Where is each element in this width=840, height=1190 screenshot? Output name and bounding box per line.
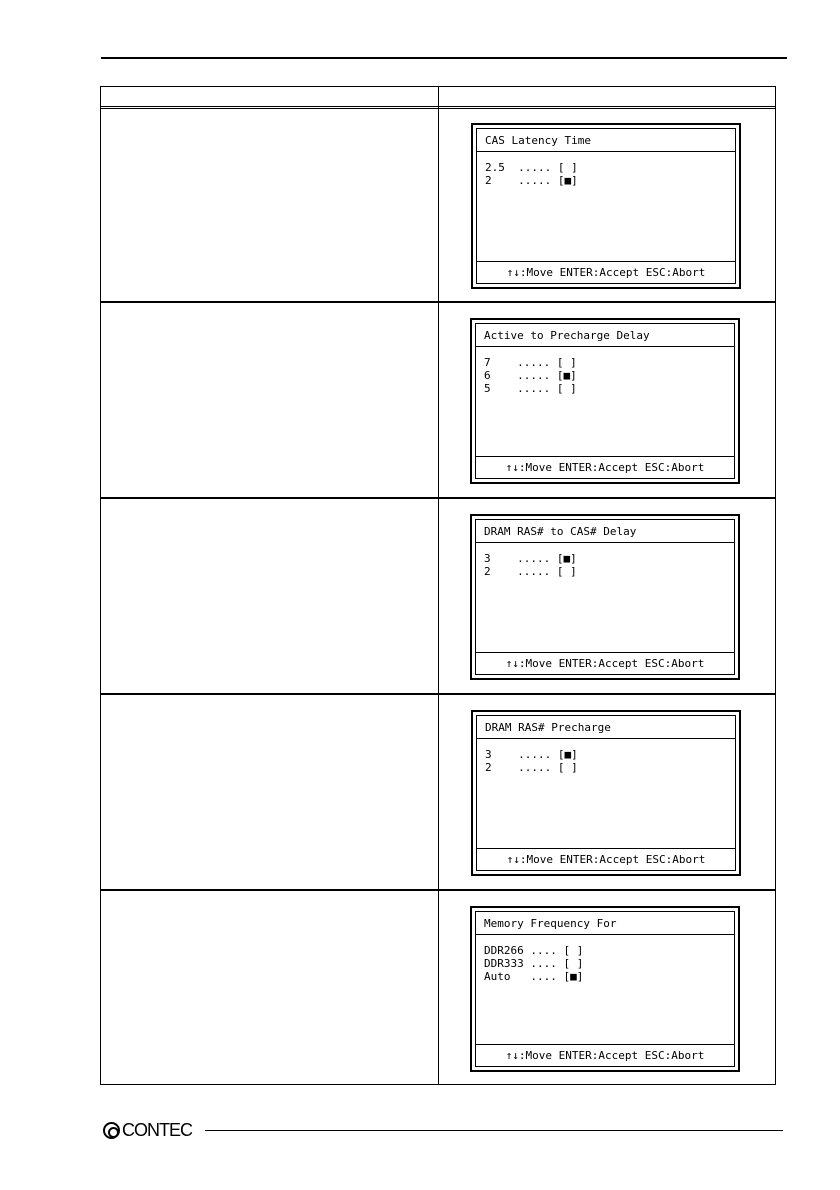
option-item[interactable]: 2 ..... [■] <box>485 174 578 187</box>
header-rule <box>101 57 787 59</box>
option-item[interactable]: 2 ..... [ ] <box>485 761 578 774</box>
key-hint-bar: ↑↓:Move ENTER:Accept ESC:Abort <box>506 266 706 279</box>
option-list <box>484 356 577 395</box>
key-hint-bar: ↑↓:Move ENTER:Accept ESC:Abort <box>505 1049 705 1062</box>
logo-mark-icon <box>103 1122 120 1139</box>
dialog-title: Memory Frequency For <box>484 917 617 930</box>
option-item[interactable]: 2 ..... [ ] <box>484 565 577 578</box>
key-hint-bar: ↑↓:Move ENTER:Accept ESC:Abort <box>505 461 705 474</box>
dialog-title: DRAM RAS# Precharge <box>485 721 611 734</box>
option-item[interactable]: 6 ..... [■] <box>484 369 577 382</box>
bios-dialog-memory-frequency <box>470 906 740 1072</box>
option-list <box>485 748 578 774</box>
bios-dialog-cas-latency <box>471 123 741 289</box>
row-separator <box>101 693 775 695</box>
option-list <box>484 944 583 983</box>
bios-dialog-ras-cas-delay <box>470 514 740 680</box>
option-item[interactable]: DDR333 .... [ ] <box>484 957 584 970</box>
row-separator <box>101 301 775 303</box>
settings-table <box>100 86 776 1085</box>
option-item[interactable]: 5 ..... [ ] <box>484 382 577 395</box>
option-item[interactable]: 3 ..... [■] <box>485 748 578 761</box>
option-list <box>484 552 577 578</box>
option-item[interactable]: 3 ..... [■] <box>484 552 577 565</box>
contec-logo <box>103 1120 192 1141</box>
footer-rule <box>205 1130 783 1131</box>
option-item[interactable]: DDR266 .... [ ] <box>484 944 584 957</box>
bios-dialog-ras-precharge <box>471 710 741 876</box>
key-hint-bar: ↑↓:Move ENTER:Accept ESC:Abort <box>505 657 705 670</box>
key-hint-bar: ↑↓:Move ENTER:Accept ESC:Abort <box>506 853 706 866</box>
dialog-title: CAS Latency Time <box>485 134 591 147</box>
option-item[interactable]: Auto .... [■] <box>484 970 584 983</box>
column-divider <box>438 87 439 1084</box>
option-item[interactable]: 7 ..... [ ] <box>484 356 577 369</box>
option-item[interactable]: 2.5 ..... [ ] <box>485 161 578 174</box>
option-list <box>485 161 578 187</box>
row-separator <box>101 497 775 499</box>
bios-dialog-active-precharge <box>470 318 740 484</box>
dialog-title: Active to Precharge Delay <box>484 329 650 342</box>
row-separator <box>101 889 775 891</box>
dialog-title: DRAM RAS# to CAS# Delay <box>484 525 637 538</box>
logo-text: CONTEC <box>122 1120 192 1140</box>
